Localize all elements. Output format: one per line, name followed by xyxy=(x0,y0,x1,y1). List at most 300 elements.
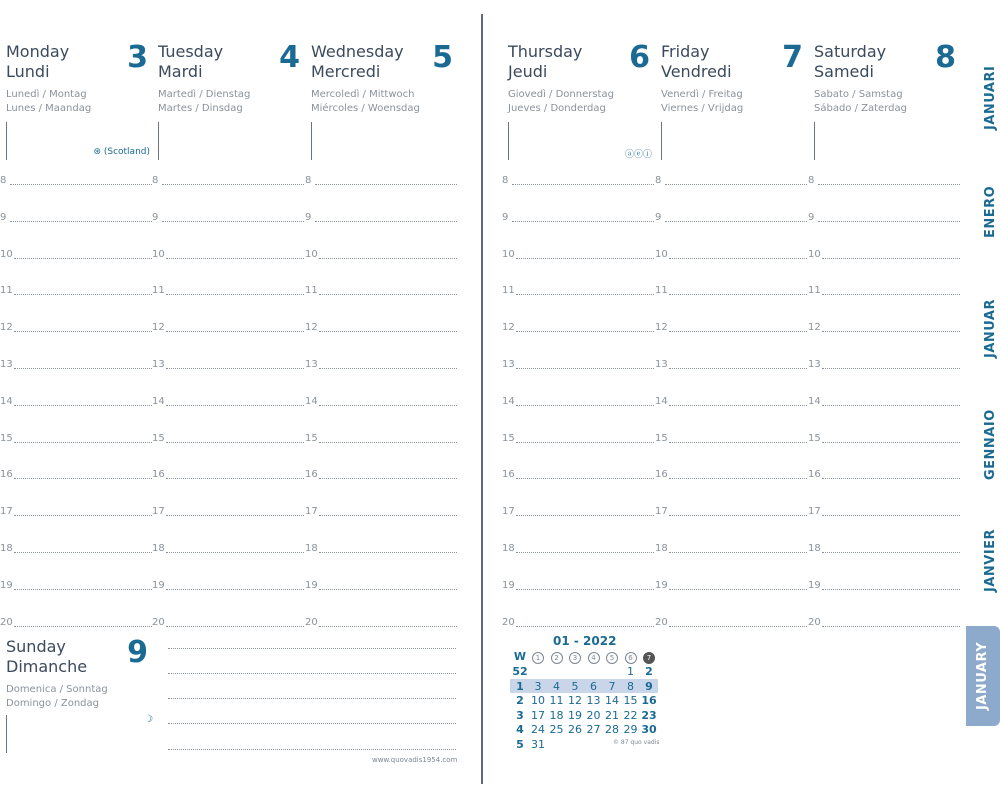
hour-label: 17 xyxy=(305,506,318,518)
day-name-french: Mercredi xyxy=(311,62,381,81)
day-header xyxy=(311,42,461,162)
day-name-english: Friday xyxy=(661,42,710,61)
hour-label: 11 xyxy=(502,285,515,297)
calendar-day[interactable]: 3 xyxy=(534,679,542,693)
hour-row[interactable] xyxy=(502,543,654,555)
weekday-circle: 4 xyxy=(588,652,600,664)
hour-label: 8 xyxy=(655,175,662,186)
hour-row[interactable] xyxy=(0,543,152,555)
hour-row[interactable] xyxy=(655,433,807,445)
write-line xyxy=(669,442,807,443)
calendar-day[interactable]: 29 xyxy=(623,723,638,736)
hour-row[interactable] xyxy=(808,543,960,555)
holiday-note: ⓐⓔⓘ xyxy=(624,150,652,160)
day-name xyxy=(158,42,223,82)
write-line xyxy=(319,515,457,516)
hour-label: 10 xyxy=(0,248,13,260)
hour-label: 9 xyxy=(0,211,7,223)
calendar-day[interactable]: 9 xyxy=(645,679,653,693)
calendar-day[interactable]: 2 xyxy=(645,665,653,678)
month-tab-januari[interactable]: JANUARI xyxy=(983,65,998,130)
hour-label: 15 xyxy=(808,432,821,444)
hour-row[interactable] xyxy=(502,580,654,592)
write-line xyxy=(822,552,960,553)
hour-label: 14 xyxy=(655,395,668,407)
write-line xyxy=(516,368,654,369)
hour-row[interactable] xyxy=(808,359,960,371)
hour-label: 17 xyxy=(808,506,821,518)
write-line xyxy=(319,258,457,259)
moon-phase-icon: ☽ xyxy=(144,714,153,725)
day-name-english: Sunday xyxy=(6,637,66,656)
hour-row[interactable] xyxy=(152,359,304,371)
week-number: 2 xyxy=(516,694,524,707)
calendar-day[interactable]: 15 xyxy=(623,694,638,707)
day-name-english: Thursday xyxy=(508,42,583,61)
hour-row[interactable] xyxy=(502,433,654,445)
hour-row[interactable] xyxy=(152,212,304,224)
hour-row[interactable] xyxy=(0,285,152,297)
hour-row[interactable] xyxy=(0,617,152,629)
calendar-day[interactable]: 30 xyxy=(641,723,657,736)
hour-row[interactable] xyxy=(305,212,457,224)
hour-row[interactable] xyxy=(305,580,457,592)
calendar-day[interactable]: 12 xyxy=(568,694,582,707)
translation-line-2: Domingo / Zondag xyxy=(6,698,99,709)
hour-row[interactable] xyxy=(0,396,152,408)
week-number: 1 xyxy=(516,679,524,693)
hour-row[interactable] xyxy=(808,396,960,408)
write-line xyxy=(319,626,457,627)
write-line xyxy=(512,184,654,185)
hour-label: 11 xyxy=(305,285,318,297)
month-tab-enero[interactable]: ENERO xyxy=(983,185,998,238)
hour-label: 16 xyxy=(0,469,13,481)
hour-label: 16 xyxy=(152,469,165,481)
hour-label: 10 xyxy=(305,248,318,260)
hour-row[interactable] xyxy=(655,212,807,224)
write-line xyxy=(669,294,807,295)
write-line xyxy=(166,442,304,443)
hour-row[interactable] xyxy=(152,580,304,592)
calendar-day[interactable]: 23 xyxy=(641,708,657,722)
calendar-day[interactable]: 28 xyxy=(605,723,619,736)
day-name-english: Monday xyxy=(6,42,70,61)
write-line xyxy=(166,515,304,516)
day-name-french: Jeudi xyxy=(508,62,548,81)
hour-row[interactable] xyxy=(655,469,807,481)
weekday-heading xyxy=(584,650,604,664)
hour-label: 8 xyxy=(152,175,159,186)
day-name xyxy=(814,42,886,82)
calendar-day[interactable]: 17 xyxy=(531,708,545,722)
page-fold xyxy=(481,14,483,784)
day-name-english: Wednesday xyxy=(311,42,404,61)
calendar-day[interactable]: 6 xyxy=(590,679,597,693)
hour-row[interactable] xyxy=(808,433,960,445)
hour-row[interactable] xyxy=(808,285,960,297)
hour-row[interactable] xyxy=(808,249,960,261)
day-name xyxy=(311,42,404,82)
write-line xyxy=(822,405,960,406)
hour-row[interactable] xyxy=(808,175,960,187)
day-translations xyxy=(311,88,420,116)
hour-label: 19 xyxy=(152,579,165,591)
hour-row[interactable] xyxy=(305,322,457,334)
hour-row[interactable] xyxy=(502,506,654,518)
hour-row[interactable] xyxy=(808,469,960,481)
write-line xyxy=(516,478,654,479)
write-line xyxy=(166,258,304,259)
hour-row[interactable] xyxy=(152,396,304,408)
month-tab-janvier[interactable]: JANVIER xyxy=(983,528,998,592)
hour-label: 14 xyxy=(502,395,515,407)
hour-label: 14 xyxy=(152,395,165,407)
calendar-day[interactable]: 8 xyxy=(627,679,634,693)
calendar-day[interactable]: 1 xyxy=(627,665,634,678)
calendar-day[interactable]: 11 xyxy=(549,694,564,707)
calendar-day[interactable]: 5 xyxy=(571,679,579,693)
hour-row[interactable] xyxy=(0,506,152,518)
day-header xyxy=(6,42,156,162)
hour-row[interactable] xyxy=(305,543,457,555)
hour-label: 20 xyxy=(808,616,821,628)
weekday-heading xyxy=(547,650,567,664)
hour-label: 14 xyxy=(0,395,13,407)
calendar-day[interactable]: 14 xyxy=(605,694,619,707)
hour-label: 13 xyxy=(655,359,668,370)
calendar-day[interactable]: 18 xyxy=(549,708,564,722)
hour-label: 8 xyxy=(305,175,312,186)
write-line xyxy=(166,589,304,590)
write-line xyxy=(669,626,807,627)
hour-row[interactable] xyxy=(152,506,304,518)
hour-row[interactable] xyxy=(0,580,152,592)
hour-row[interactable] xyxy=(655,322,807,334)
write-line xyxy=(669,331,807,332)
divider-line xyxy=(6,122,7,160)
hour-row[interactable] xyxy=(502,469,654,481)
hour-row[interactable] xyxy=(655,543,807,555)
write-line xyxy=(319,589,457,590)
day-header xyxy=(661,42,811,162)
hour-row[interactable] xyxy=(0,322,152,334)
write-line xyxy=(319,552,457,553)
translation-line-2: Miércoles / Woensdag xyxy=(311,103,420,114)
hour-row[interactable] xyxy=(305,469,457,481)
hour-label: 8 xyxy=(502,175,509,186)
mini-calendar xyxy=(508,634,660,752)
write-line xyxy=(822,331,960,332)
sunday-write-line[interactable] xyxy=(168,749,456,750)
hour-row[interactable] xyxy=(502,322,654,334)
hour-row[interactable] xyxy=(655,285,807,297)
calendar-day[interactable]: 7 xyxy=(608,679,616,693)
calendar-day[interactable]: 21 xyxy=(605,708,619,722)
hour-label: 12 xyxy=(808,322,821,334)
hour-row[interactable] xyxy=(655,580,807,592)
day-translations xyxy=(6,683,108,711)
hour-label: 19 xyxy=(502,579,515,591)
hour-label: 18 xyxy=(808,543,821,554)
hour-label: 14 xyxy=(305,395,318,407)
sunday-write-line[interactable] xyxy=(168,648,456,649)
sunday-write-line[interactable] xyxy=(168,673,456,674)
write-line xyxy=(166,405,304,406)
write-line xyxy=(10,221,152,222)
hour-row[interactable] xyxy=(655,175,807,187)
hour-label: 9 xyxy=(502,211,509,223)
hour-row[interactable] xyxy=(305,285,457,297)
hour-label: 13 xyxy=(305,359,318,370)
month-tab-januar[interactable]: JANUAR xyxy=(983,298,998,358)
hour-row[interactable] xyxy=(502,175,654,187)
day-name-english: Tuesday xyxy=(158,42,224,61)
hour-row[interactable] xyxy=(655,396,807,408)
write-line xyxy=(10,184,152,185)
write-line xyxy=(818,221,960,222)
sunday-write-line[interactable] xyxy=(168,723,456,724)
write-line xyxy=(822,258,960,259)
write-line xyxy=(14,626,152,627)
hour-label: 14 xyxy=(808,395,821,407)
hour-row[interactable] xyxy=(0,469,152,481)
hour-row[interactable] xyxy=(152,322,304,334)
write-line xyxy=(516,294,654,295)
write-line xyxy=(516,515,654,516)
footer-url: www.quovadis1954.com xyxy=(372,756,458,764)
weekday-heading xyxy=(602,650,622,664)
calendar-day[interactable]: 19 xyxy=(568,708,582,722)
translation-line-2: Sábado / Zaterdag xyxy=(814,103,907,114)
write-line xyxy=(516,589,654,590)
week-number: 5 xyxy=(516,737,524,751)
calendar-day[interactable]: 10 xyxy=(531,694,545,707)
hour-row[interactable] xyxy=(0,359,152,371)
holiday-note: ⊛ (Scotland) xyxy=(93,147,150,157)
hour-row[interactable] xyxy=(502,617,654,629)
day-name-french: Dimanche xyxy=(6,657,88,676)
hour-row[interactable] xyxy=(152,543,304,555)
calendar-day[interactable]: 4 xyxy=(553,679,560,693)
day-name-french: Mardi xyxy=(158,62,203,81)
divider-line xyxy=(661,122,662,160)
hour-row[interactable] xyxy=(152,175,304,187)
hour-row[interactable] xyxy=(305,175,457,187)
hour-label: 19 xyxy=(655,579,668,591)
write-line xyxy=(319,294,457,295)
day-translations xyxy=(158,88,250,116)
hour-label: 15 xyxy=(305,432,318,444)
hour-row[interactable] xyxy=(502,359,654,371)
hour-label: 19 xyxy=(0,579,13,591)
hour-row[interactable] xyxy=(0,175,152,187)
write-line xyxy=(166,331,304,332)
month-tab-january[interactable]: JANUARY xyxy=(966,626,1000,726)
weekday-heading xyxy=(621,650,641,664)
calendar-day[interactable]: 27 xyxy=(586,723,601,736)
calendar-day[interactable]: 13 xyxy=(586,694,601,707)
hour-label: 18 xyxy=(0,543,13,554)
hour-row[interactable] xyxy=(808,580,960,592)
write-line xyxy=(822,626,960,627)
hour-label: 12 xyxy=(655,322,668,334)
translation-line-2: Lunes / Maandag xyxy=(6,103,92,114)
hour-row[interactable] xyxy=(502,396,654,408)
hour-row[interactable] xyxy=(152,285,304,297)
write-line xyxy=(166,626,304,627)
write-line xyxy=(516,626,654,627)
hour-label: 12 xyxy=(502,322,515,334)
hour-label: 20 xyxy=(502,616,515,628)
hour-row[interactable] xyxy=(152,469,304,481)
hour-label: 12 xyxy=(305,322,318,334)
day-name-french: Samedi xyxy=(814,62,874,81)
write-line xyxy=(14,258,152,259)
write-line xyxy=(822,515,960,516)
hour-label: 11 xyxy=(808,285,821,297)
hour-row[interactable] xyxy=(305,396,457,408)
day-name-english: Saturday xyxy=(814,42,887,61)
hour-row[interactable] xyxy=(305,433,457,445)
day-name xyxy=(508,42,582,82)
hour-row[interactable] xyxy=(305,617,457,629)
hour-row[interactable] xyxy=(655,617,807,629)
day-translations xyxy=(661,88,743,116)
hour-label: 11 xyxy=(655,285,668,297)
hour-label: 18 xyxy=(152,543,165,554)
hour-row[interactable] xyxy=(808,506,960,518)
hour-label: 13 xyxy=(502,359,515,370)
write-line xyxy=(665,184,807,185)
day-number: 4 xyxy=(279,40,300,75)
hour-row[interactable] xyxy=(655,359,807,371)
weekday-circle: 1 xyxy=(532,652,544,664)
write-line xyxy=(822,442,960,443)
calendar-day[interactable]: 20 xyxy=(586,708,601,722)
hour-label: 8 xyxy=(0,175,7,186)
hour-row[interactable] xyxy=(808,322,960,334)
month-tab-gennaio[interactable]: GENNAIO xyxy=(983,409,998,480)
write-line xyxy=(669,589,807,590)
write-line xyxy=(822,294,960,295)
hour-label: 16 xyxy=(808,469,821,481)
translation-line-1: Lunedì / Montag xyxy=(6,89,87,100)
hour-label: 9 xyxy=(152,211,159,223)
divider-line xyxy=(158,122,159,160)
translation-line-1: Venerdì / Freitag xyxy=(661,89,743,100)
weekday-circle: 6 xyxy=(625,652,637,664)
calendar-day[interactable]: 24 xyxy=(531,723,545,736)
hour-row[interactable] xyxy=(808,617,960,629)
hour-label: 9 xyxy=(808,211,815,223)
week-number: 4 xyxy=(516,723,524,736)
hour-row[interactable] xyxy=(305,249,457,261)
hour-row[interactable] xyxy=(0,433,152,445)
day-name xyxy=(6,637,87,677)
day-number: 6 xyxy=(629,40,650,75)
hour-label: 19 xyxy=(808,579,821,591)
hour-label: 10 xyxy=(655,248,668,260)
hour-label: 16 xyxy=(502,469,515,481)
hour-row[interactable] xyxy=(502,212,654,224)
day-translations xyxy=(6,88,91,116)
hour-label: 19 xyxy=(305,579,318,591)
mini-calendar-title: 01 - 2022 xyxy=(553,634,617,648)
hour-label: 15 xyxy=(655,432,668,444)
hour-row[interactable] xyxy=(655,249,807,261)
weekday-circle: 5 xyxy=(606,652,618,664)
hour-row[interactable] xyxy=(305,359,457,371)
write-line xyxy=(516,258,654,259)
hour-label: 10 xyxy=(152,248,165,260)
day-header xyxy=(158,42,308,162)
write-line xyxy=(319,368,457,369)
hour-label: 10 xyxy=(502,248,515,260)
translation-line-1: Giovedì / Donnerstag xyxy=(508,89,614,100)
translation-line-1: Martedì / Dienstag xyxy=(158,89,251,100)
hour-row[interactable] xyxy=(0,249,152,261)
hour-label: 17 xyxy=(152,506,165,518)
write-line xyxy=(166,478,304,479)
hour-label: 18 xyxy=(655,543,668,554)
hour-label: 13 xyxy=(808,359,821,370)
hour-label: 10 xyxy=(808,248,821,260)
hour-label: 16 xyxy=(655,469,668,481)
hour-row[interactable] xyxy=(305,506,457,518)
week-column-label: W xyxy=(513,650,527,663)
day-name-french: Lundi xyxy=(6,62,50,81)
calendar-day[interactable]: 16 xyxy=(641,694,657,707)
write-line xyxy=(14,478,152,479)
hour-row[interactable] xyxy=(808,212,960,224)
day-name-french: Vendredi xyxy=(661,62,732,81)
translation-line-2: Viernes / Vrijdag xyxy=(661,103,744,114)
write-line xyxy=(516,331,654,332)
calendar-day[interactable]: 31 xyxy=(531,737,545,751)
hour-label: 13 xyxy=(152,359,165,370)
hour-row[interactable] xyxy=(152,617,304,629)
write-line xyxy=(166,552,304,553)
day-number: 5 xyxy=(432,40,453,75)
write-line xyxy=(166,368,304,369)
hour-label: 16 xyxy=(305,469,318,481)
hour-row[interactable] xyxy=(655,506,807,518)
hour-row[interactable] xyxy=(152,249,304,261)
write-line xyxy=(516,442,654,443)
write-line xyxy=(315,184,457,185)
divider-line xyxy=(6,715,7,753)
hour-label: 8 xyxy=(808,175,815,186)
hour-row[interactable] xyxy=(502,285,654,297)
calendar-day[interactable]: 22 xyxy=(623,708,638,722)
hour-row[interactable] xyxy=(152,433,304,445)
calendar-day[interactable]: 26 xyxy=(568,723,582,736)
hour-label: 12 xyxy=(152,322,165,334)
sunday-write-line[interactable] xyxy=(168,698,456,699)
hour-row[interactable] xyxy=(0,212,152,224)
weekday-heading xyxy=(639,650,659,664)
hour-label: 15 xyxy=(502,432,515,444)
write-line xyxy=(14,405,152,406)
write-line xyxy=(669,552,807,553)
hour-row[interactable] xyxy=(502,249,654,261)
write-line xyxy=(14,552,152,553)
weekday-circle: 2 xyxy=(551,652,563,664)
hour-label: 20 xyxy=(305,616,318,628)
translation-line-1: Domenica / Sonntag xyxy=(6,684,108,695)
calendar-day[interactable]: 25 xyxy=(549,723,564,736)
